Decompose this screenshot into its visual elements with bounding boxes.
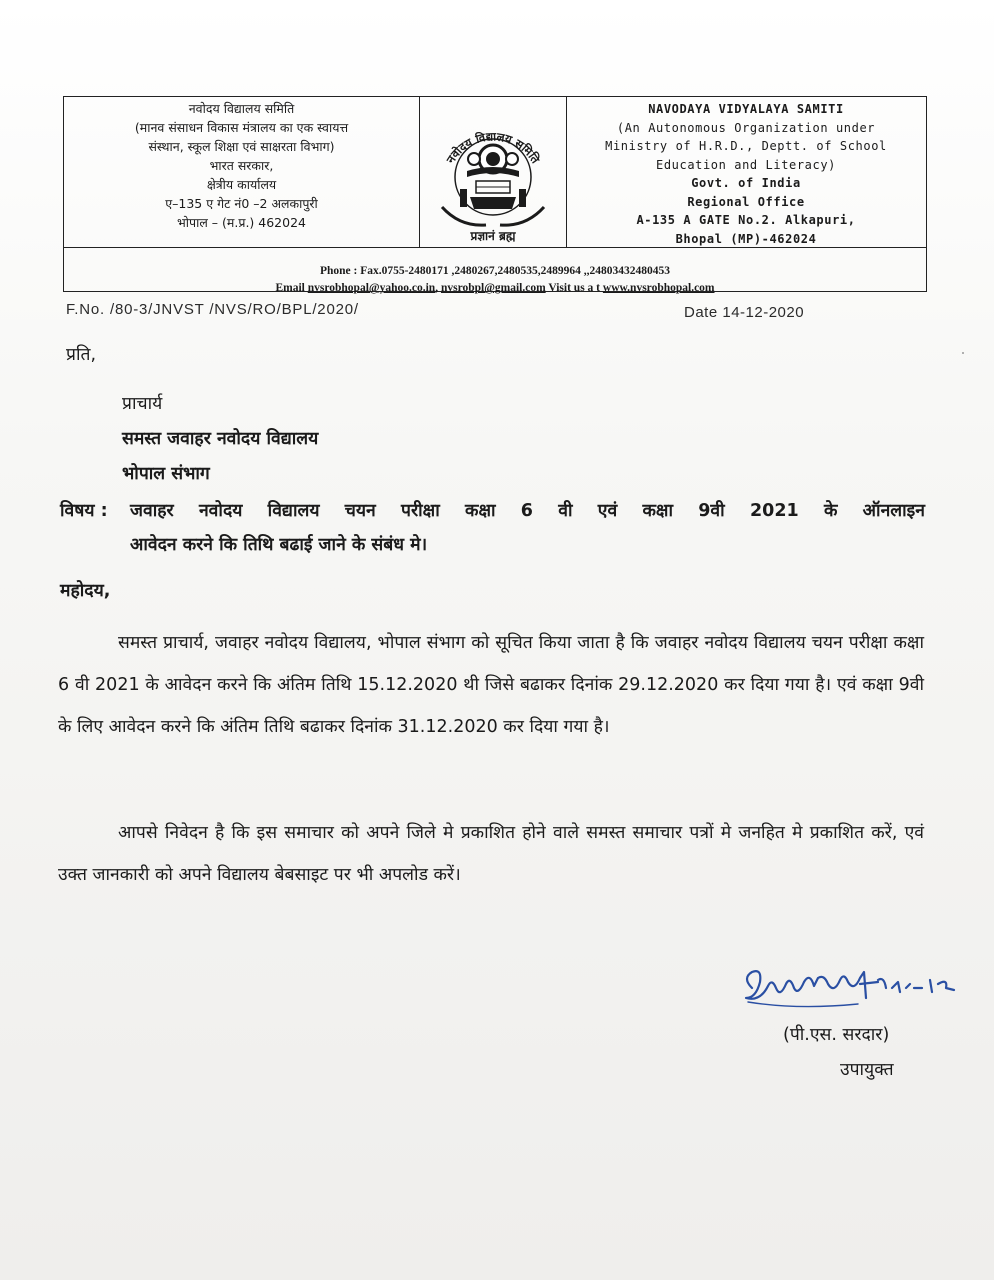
subject-label: विषय :: [60, 501, 108, 521]
recipient-prati: प्रति,: [66, 345, 97, 365]
body-paragraph-2: आपसे निवेदन है कि इस समाचार को अपने जिले मे प्रकाशित होने वाले समस्त समाचार पत्रों मे जनहित मे प्रकाशित करें, एवं उक्त जानकारी को अपने विद्यालय बेबसाइट पर भी अपलोड करें।: [58, 823, 924, 885]
letterhead-top-row: [64, 97, 926, 248]
hindi-address: ए–135 ए गेट नं0 –2 अलकापुरी: [165, 196, 318, 211]
contact-phone: Phone : Fax.0755-2480171 ,2480267,2480535,2489964 ,,24803432480453: [319, 265, 671, 277]
email-link-gmail[interactable]: nvsrobpl@gmail.com: [440, 282, 546, 294]
english-city: Bhopal (MP)-462024: [675, 231, 817, 246]
subject-line-2: आवेदन करने कि तिथि बढाई जाने के संबंध मे।: [130, 535, 428, 555]
english-org-desc-3: Education and Literacy): [656, 157, 836, 172]
letterhead-contact-row: [64, 247, 926, 294]
hindi-org-name: नवोदय विद्यालय समिति: [188, 101, 295, 116]
handwritten-signature: [738, 958, 968, 1020]
english-org-name: NAVODAYA VIDYALAYA SAMITI: [648, 102, 844, 116]
letterhead: [63, 96, 927, 292]
english-address: A-135 A GATE No.2. Alkapuri,: [636, 213, 856, 227]
page-speck: [962, 352, 964, 354]
hindi-city: भोपाल – (म.प्र.) 462024: [176, 215, 306, 230]
signatory-name: (पी.एस. सरदार): [783, 1025, 890, 1045]
english-regional-office: Regional Office: [687, 194, 805, 209]
letterhead-english-block: [567, 97, 925, 247]
svg-text:प्रज्ञानं ब्रह्म: प्रज्ञानं ब्रह्म: [470, 229, 516, 243]
recipient-line-1: प्राचार्य: [122, 394, 163, 414]
file-number: F.No. /80-3/JNVST /NVS/RO/BPL/2020/: [66, 301, 359, 318]
hindi-govt: भारत सरकार,: [209, 158, 274, 173]
hindi-org-desc-2: संस्थान, स्कूल शिक्षा एवं साक्षरता विभाग): [148, 139, 335, 154]
website-link[interactable]: www.nvsrobhopal.com: [602, 282, 715, 294]
salutation: महोदय,: [60, 581, 111, 601]
contact-email-line: [64, 280, 926, 297]
svg-text:नवोदय विद्यालय समिति: नवोदय विद्यालय समिति: [443, 129, 543, 166]
subject-line-1: जवाहर नवोदय विद्यालय चयन परीक्षा कक्षा 6 वी एवं कक्षा 9वी 2021 के ऑनलाइन: [130, 501, 925, 521]
english-org-desc-2: Ministry of H.R.D., Deptt. of School: [605, 139, 887, 153]
recipient-line-2: समस्त जवाहर नवोदय विद्यालय: [122, 429, 319, 449]
signatory-title: उपायुक्त: [840, 1060, 894, 1080]
email-separator: ,: [435, 282, 441, 294]
visit-label: Visit us a t: [545, 282, 603, 294]
english-govt: Govt. of India: [691, 176, 801, 190]
hindi-regional-office: क्षेत्रीय कार्यालय: [206, 177, 277, 192]
email-link-yahoo[interactable]: nvsrobhopal@yahoo.co.in: [307, 282, 436, 294]
email-label: Email: [275, 282, 308, 294]
recipient-line-3: भोपाल संभाग: [122, 464, 210, 484]
letterhead-hindi-block: [64, 97, 419, 247]
nvs-emblem-logo: [420, 97, 565, 247]
hindi-org-desc-1: (मानव संसाधन विकास मंत्रालय का एक स्वायत्त: [134, 120, 349, 135]
body-paragraph-1: समस्त प्राचार्य, जवाहर नवोदय विद्यालय, भोपाल संभाग को सूचित किया जाता है कि जवाहर नवोदय विद्यालय चयन परीक्षा कक्षा 6 वी 2021 के आवेदन करने कि अंतिम तिथि 15.12.2020 थी जिसे बढाकर दिनांक 29.12.2020 कर दिया गया है। एवं कक्षा 9वी के लिए आवेदन करने कि अंतिम तिथि बढाकर दिनांक 31.12.2020 कर दिया गया है।: [58, 633, 924, 737]
letter-date: Date 14-12-2020: [684, 304, 805, 321]
letterhead-emblem-cell: [419, 97, 567, 247]
english-org-desc-1: (An Autonomous Organization under: [616, 120, 876, 135]
